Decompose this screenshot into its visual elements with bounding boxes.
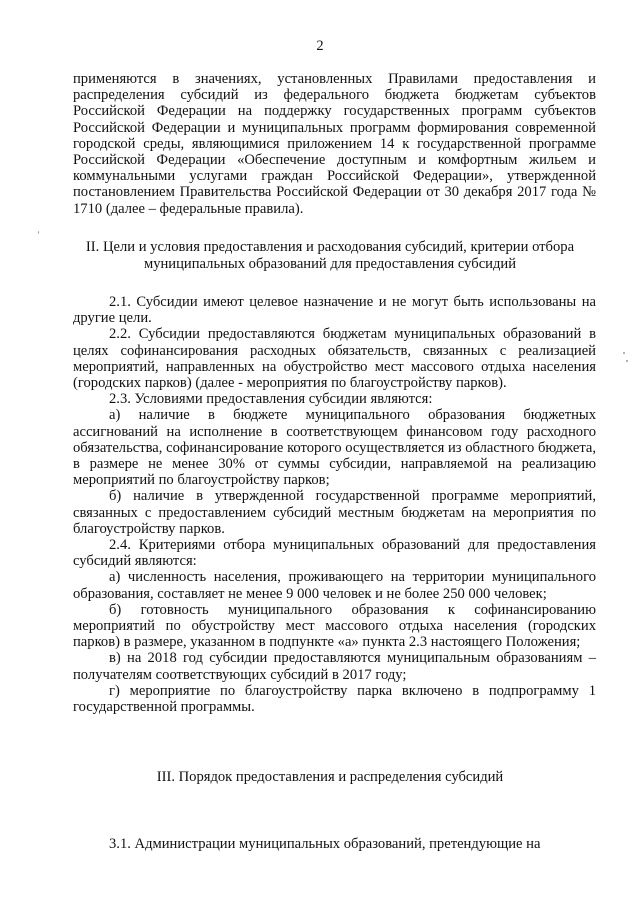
scan-speck	[38, 231, 39, 234]
paragraph-2-4: 2.4. Критериями отбора муниципальных образований для предоставления субсидий являются:	[73, 537, 596, 570]
paragraph-3-1: 3.1. Администрации муниципальных образований, претендующие на	[109, 836, 541, 852]
intro-paragraph: применяются в значениях, установленных Правилами предоставления и распределения субсидий из федерального бюджета бюджетам субъектов Российской Федерации на поддержку государственных программ субъектов Российской Федерации и муниципальных программ формирования современной городской среды, являющимися приложением 14 к государственной программе Российской Федерации «Обеспечение доступным и комфортным жильем и коммунальными услугами граждан Российской Федерации», утвержденной постановлением Правительства Российской Федерации от 30 декабря 2017 года № 1710 (далее – федеральные правила).	[73, 71, 596, 217]
section-2-heading: II. Цели и условия предоставления и расходования субсидий, критерии отбора муниципальных образований для предоставления субсидий	[85, 239, 575, 272]
section-3-body	[73, 836, 596, 852]
paragraph-2-3-b: б) наличие в утвержденной государственной программе мероприятий, связанных с предоставлением субсидий местным бюджетам на мероприятия по благоустройству парков.	[73, 488, 596, 537]
paragraph-2-1: 2.1. Субсидии имеют целевое назначение и не могут быть использованы на другие цели.	[73, 294, 596, 327]
paragraph-2-3: 2.3. Условиями предоставления субсидии являются:	[109, 391, 433, 408]
intro-block	[73, 71, 596, 217]
paragraph-2-4-v: в) на 2018 год субсидии предоставляются муниципальным образованиям – получателям соответствующих субсидий в 2017 году;	[73, 650, 596, 683]
paragraph-2-2: 2.2. Субсидии предоставляются бюджетам муниципальных образований в целях софинансирования расходных обязательств, связанных с реализацией мероприятий, направленных на обустройство мест массового отдыха населения (городских парков) (далее - мероприятия по благоустройству парков).	[73, 326, 596, 392]
scan-speck	[626, 360, 628, 362]
paragraph-2-3-a: а) наличие в бюджете муниципального образования бюджетных ассигнований на исполнение в соответствующем финансовом году расходного обязательства, софинансирование которого осуществляется из областного бюджета, в размере не менее 30% от суммы субсидии, направляемой на реализацию мероприятий по благоустройству парков;	[73, 407, 596, 489]
section-3-heading: III. Порядок предоставления и распределения субсидий	[156, 769, 504, 785]
paragraph-2-4-g: г) мероприятие по благоустройству парка включено в подпрограмму 1 государственной программы.	[73, 682, 596, 716]
paragraph-2-4-a: а) численность населения, проживающего на территории муниципального образования, составляет не менее 9 000 человек и не более 250 000 человек;	[73, 569, 596, 602]
scan-speck	[623, 352, 625, 354]
page-number: 2	[316, 38, 324, 54]
section-2-body	[73, 294, 596, 715]
paragraph-2-4-b: б) готовность муниципального образования к софинансированию мероприятий по обустройству мест массового отдыха населения (городских парков) в размере, указанном в подпункте «а» пункта 2.3 настоящего Положения;	[73, 601, 596, 651]
